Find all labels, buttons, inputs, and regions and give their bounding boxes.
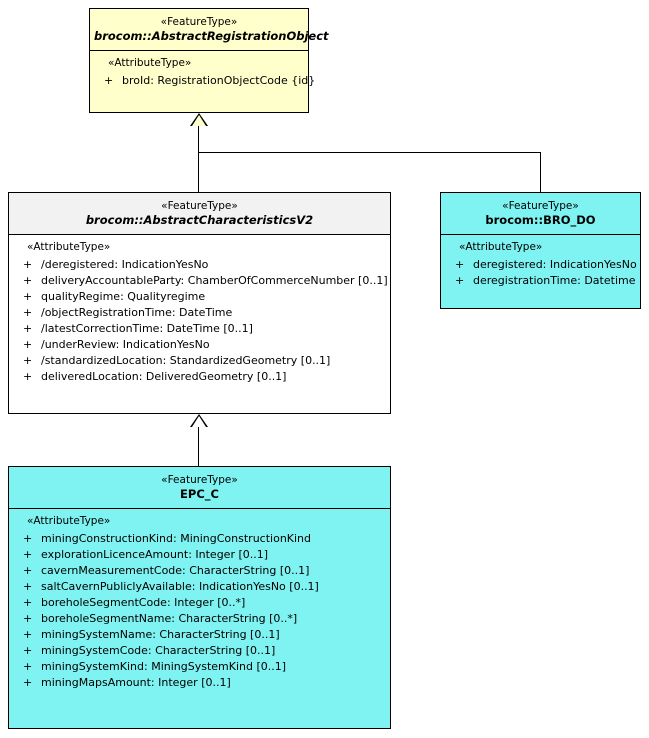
visibility-marker: + [23,290,33,303]
visibility-marker: + [23,628,33,641]
class-stereotype: «FeatureType» [161,200,238,212]
attribute-text: /standardizedLocation: StandardizedGeometry [0..1] [41,354,331,367]
visibility-marker: + [23,354,33,367]
visibility-marker: + [23,370,33,383]
connector-segment [540,152,541,192]
visibility-marker: + [23,564,33,577]
attribute-text: miningSystemKind: MiningSystemKind [0..1] [41,660,287,673]
attribute-row [9,675,390,691]
attribute-compartment [90,51,316,95]
attribute-text: /underReview: IndicationYesNo [41,338,210,351]
visibility-marker: + [23,548,33,561]
attribute-stereotype: «AttributeType» [27,241,111,253]
attribute-row [9,289,390,305]
attribute-text: /latestCorrectionTime: DateTime [0..1] [41,322,253,335]
visibility-marker: + [23,596,33,609]
attribute-row [9,643,390,659]
generalization-arrowhead-to-registration-object [190,113,208,126]
visibility-marker: + [23,612,33,625]
attribute-text: saltCavernPubliclyAvailable: IndicationYesNo [0..1] [41,580,319,593]
visibility-marker: + [23,338,33,351]
visibility-marker: + [23,258,33,271]
attribute-text: explorationLicenceAmount: Integer [0..1] [41,548,269,561]
attribute-compartment [9,235,390,391]
attribute-compartment [441,235,640,295]
attribute-text: cavernMeasurementCode: CharacterString [0..1] [41,564,310,577]
attribute-row [9,563,390,579]
attribute-stereotype: «AttributeType» [108,57,192,69]
attribute-row [9,257,390,273]
attribute-text: miningSystemCode: CharacterString [0..1] [41,644,276,657]
class-stereotype: «FeatureType» [161,474,238,486]
visibility-marker: + [455,274,465,287]
class-header [9,193,390,234]
attribute-row [441,257,640,273]
attribute-row [9,273,390,289]
attribute-stereotype: «AttributeType» [459,241,543,253]
class-header [90,9,329,50]
attribute-text: qualityRegime: Qualityregime [41,290,206,303]
class-abstract-characteristics-v2[interactable] [8,192,391,414]
attribute-row [9,579,390,595]
visibility-marker: + [23,580,33,593]
attribute-row [9,595,390,611]
connector-segment [198,152,199,192]
generalization-arrowhead-to-abstract-characteristics [190,414,208,427]
visibility-marker: + [23,274,33,287]
attribute-text: miningMapsAmount: Integer [0..1] [41,676,231,689]
visibility-marker: + [23,660,33,673]
attribute-row [9,321,390,337]
attribute-row [9,531,390,547]
attribute-text: /objectRegistrationTime: DateTime [41,306,233,319]
class-header [9,467,390,508]
visibility-marker: + [23,322,33,335]
attribute-text: boreholeSegmentCode: Integer [0..*] [41,596,246,609]
visibility-marker: + [104,74,114,87]
connector-segment [198,152,541,153]
attribute-text: miningConstructionKind: MiningConstructionKind [41,532,312,545]
attribute-compartment [9,509,390,697]
attribute-row [9,627,390,643]
attribute-row [9,369,390,385]
attribute-text: deregistered: IndicationYesNo [473,258,637,271]
attribute-stereotype: «AttributeType» [27,515,111,527]
attribute-row [90,73,316,89]
visibility-marker: + [23,644,33,657]
attribute-row [9,659,390,675]
attribute-row [9,337,390,353]
attribute-text: deregistrationTime: Datetime [473,274,636,287]
connector-segment [198,126,199,152]
class-abstract-registration-object[interactable] [89,8,329,113]
connector-segment [198,427,199,466]
attribute-text: /deregistered: IndicationYesNo [41,258,209,271]
class-name: brocom::AbstractRegistrationObject [94,29,329,43]
visibility-marker: + [23,676,33,689]
class-name: brocom::AbstractCharacteristicsV2 [85,213,314,227]
attribute-text: broId: RegistrationObjectCode {id} [122,74,316,87]
attribute-text: deliveryAccountableParty: ChamberOfCommerceNumber [0..1] [41,274,388,287]
attribute-text: boreholeSegmentName: CharacterString [0..*] [41,612,298,625]
visibility-marker: + [23,306,33,319]
class-stereotype: «FeatureType» [502,200,579,212]
class-bro-do[interactable] [440,192,641,309]
class-name: brocom::BRO_DO [485,213,596,227]
attribute-row [9,353,390,369]
attribute-row [9,611,390,627]
attribute-row [9,547,390,563]
attribute-text: miningSystemName: CharacterString [0..1] [41,628,280,641]
visibility-marker: + [23,532,33,545]
attribute-row [441,273,640,289]
class-stereotype: «FeatureType» [160,16,238,28]
visibility-marker: + [455,258,465,271]
attribute-text: deliveredLocation: DeliveredGeometry [0..1] [41,370,287,383]
attribute-row [9,305,390,321]
class-epc-c[interactable] [8,466,391,729]
class-name: EPC_C [180,487,219,501]
class-header [441,193,640,234]
